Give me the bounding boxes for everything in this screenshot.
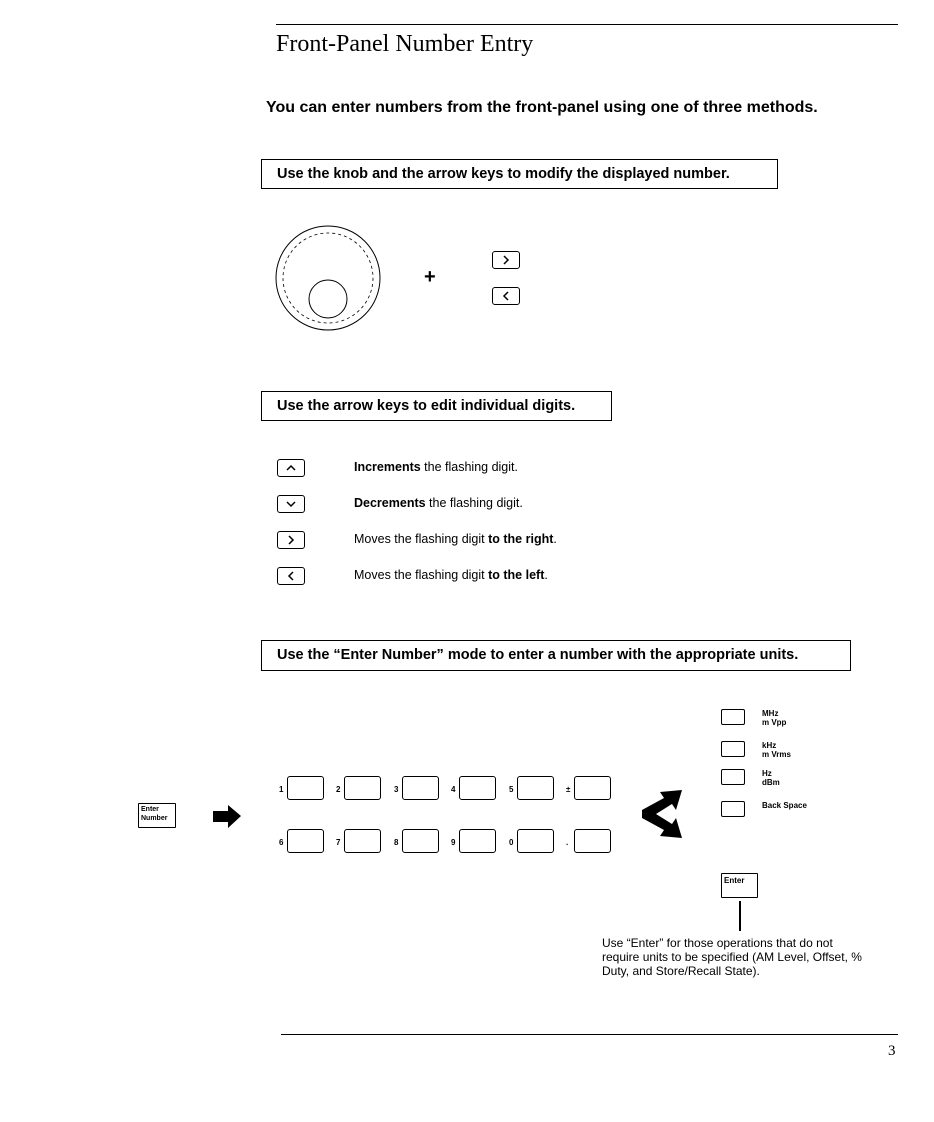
top-rule: [276, 24, 898, 25]
right-arrow-key: [492, 251, 520, 269]
method2-box: Use the arrow keys to edit individual digits.: [261, 391, 612, 421]
digit-label: 7: [336, 838, 341, 847]
unit-key: [721, 801, 745, 817]
number-key: [344, 829, 381, 853]
arrow-key-description: [354, 568, 548, 582]
digit-label: .: [566, 838, 569, 847]
unit-label: [762, 741, 791, 759]
digit-label: 5: [509, 785, 514, 794]
desc-bold: to the left: [488, 568, 545, 582]
callout-line: [739, 901, 741, 931]
chevron-right-icon: [501, 255, 511, 265]
number-key: [459, 829, 496, 853]
number-key: [287, 776, 324, 800]
unit-line: Back Space: [762, 801, 807, 810]
desc-bold: Decrements: [354, 496, 426, 510]
digit-label: 4: [451, 785, 456, 794]
number-key: [574, 829, 611, 853]
enter-number-key: [138, 803, 176, 828]
page-title: Front-Panel Number Entry: [276, 31, 534, 57]
digit-label: 1: [279, 785, 284, 794]
unit-line: m Vpp: [762, 718, 787, 727]
number-key: [459, 776, 496, 800]
number-key: [287, 829, 324, 853]
number-key: [402, 776, 439, 800]
desc-text: the flashing digit.: [420, 460, 518, 474]
unit-line: MHz: [762, 709, 779, 718]
unit-key: [721, 741, 745, 757]
unit-key: [721, 769, 745, 785]
method1-box: Use the knob and the arrow keys to modify the displayed number.: [261, 159, 778, 189]
enter-key: Enter: [721, 873, 758, 898]
right-arrow-key: [277, 531, 305, 549]
chevron-right-icon: [286, 535, 296, 545]
arrow-key-description: [354, 460, 518, 474]
arrow-key-description: [354, 496, 523, 510]
digit-label: 8: [394, 838, 399, 847]
unit-label: [762, 709, 786, 727]
digit-label: 0: [509, 838, 514, 847]
unit-label: [762, 801, 807, 810]
unit-line: dBm: [762, 778, 780, 787]
left-arrow-key: [277, 567, 305, 585]
digit-label: 6: [279, 838, 284, 847]
key-label: Enter: [141, 806, 159, 813]
number-key: [517, 829, 554, 853]
digit-label: 3: [394, 785, 399, 794]
unit-key: [721, 709, 745, 725]
desc-text: Moves the flashing digit: [354, 568, 489, 582]
desc-text: .: [544, 568, 548, 582]
left-arrow-key: [492, 287, 520, 305]
bottom-rule: [281, 1034, 898, 1035]
enter-note: Use “Enter” for those operations that do not require units to be specified (AM Level, Offset, % Duty, and Store/Recall State).: [602, 936, 862, 978]
unit-line: m Vrms: [762, 750, 791, 759]
intro-text: You can enter numbers from the front-panel using one of three methods.: [266, 99, 818, 116]
knob-icon: [270, 220, 390, 340]
desc-text: the flashing digit.: [425, 496, 523, 510]
desc-text: .: [553, 532, 557, 546]
number-key: [517, 776, 554, 800]
chevron-left-icon: [501, 291, 511, 301]
chevron-up-icon: [286, 463, 296, 473]
page-number: 3: [888, 1043, 896, 1059]
unit-line: kHz: [762, 741, 777, 750]
method3-box: Use the “Enter Number” mode to enter a number with the appropriate units.: [261, 640, 851, 671]
key-label: Number: [141, 815, 168, 822]
plus-sign: +: [424, 266, 436, 288]
chevron-left-icon: [286, 571, 296, 581]
arrow-key-description: [354, 532, 557, 546]
unit-label: [762, 769, 780, 787]
right-arrow-icon: [212, 803, 244, 831]
desc-text: Moves the flashing digit: [354, 532, 489, 546]
down-arrow-key: [277, 495, 305, 513]
branch-arrow-icon: [640, 788, 686, 840]
number-key: [574, 776, 611, 800]
desc-bold: to the right: [488, 532, 554, 546]
number-key: [344, 776, 381, 800]
desc-bold: Increments: [354, 460, 421, 474]
unit-line: Hz: [762, 769, 772, 778]
number-key: [402, 829, 439, 853]
digit-label: 2: [336, 785, 341, 794]
chevron-down-icon: [286, 499, 296, 509]
digit-label: 9: [451, 838, 456, 847]
up-arrow-key: [277, 459, 305, 477]
digit-label: ±: [566, 785, 571, 794]
